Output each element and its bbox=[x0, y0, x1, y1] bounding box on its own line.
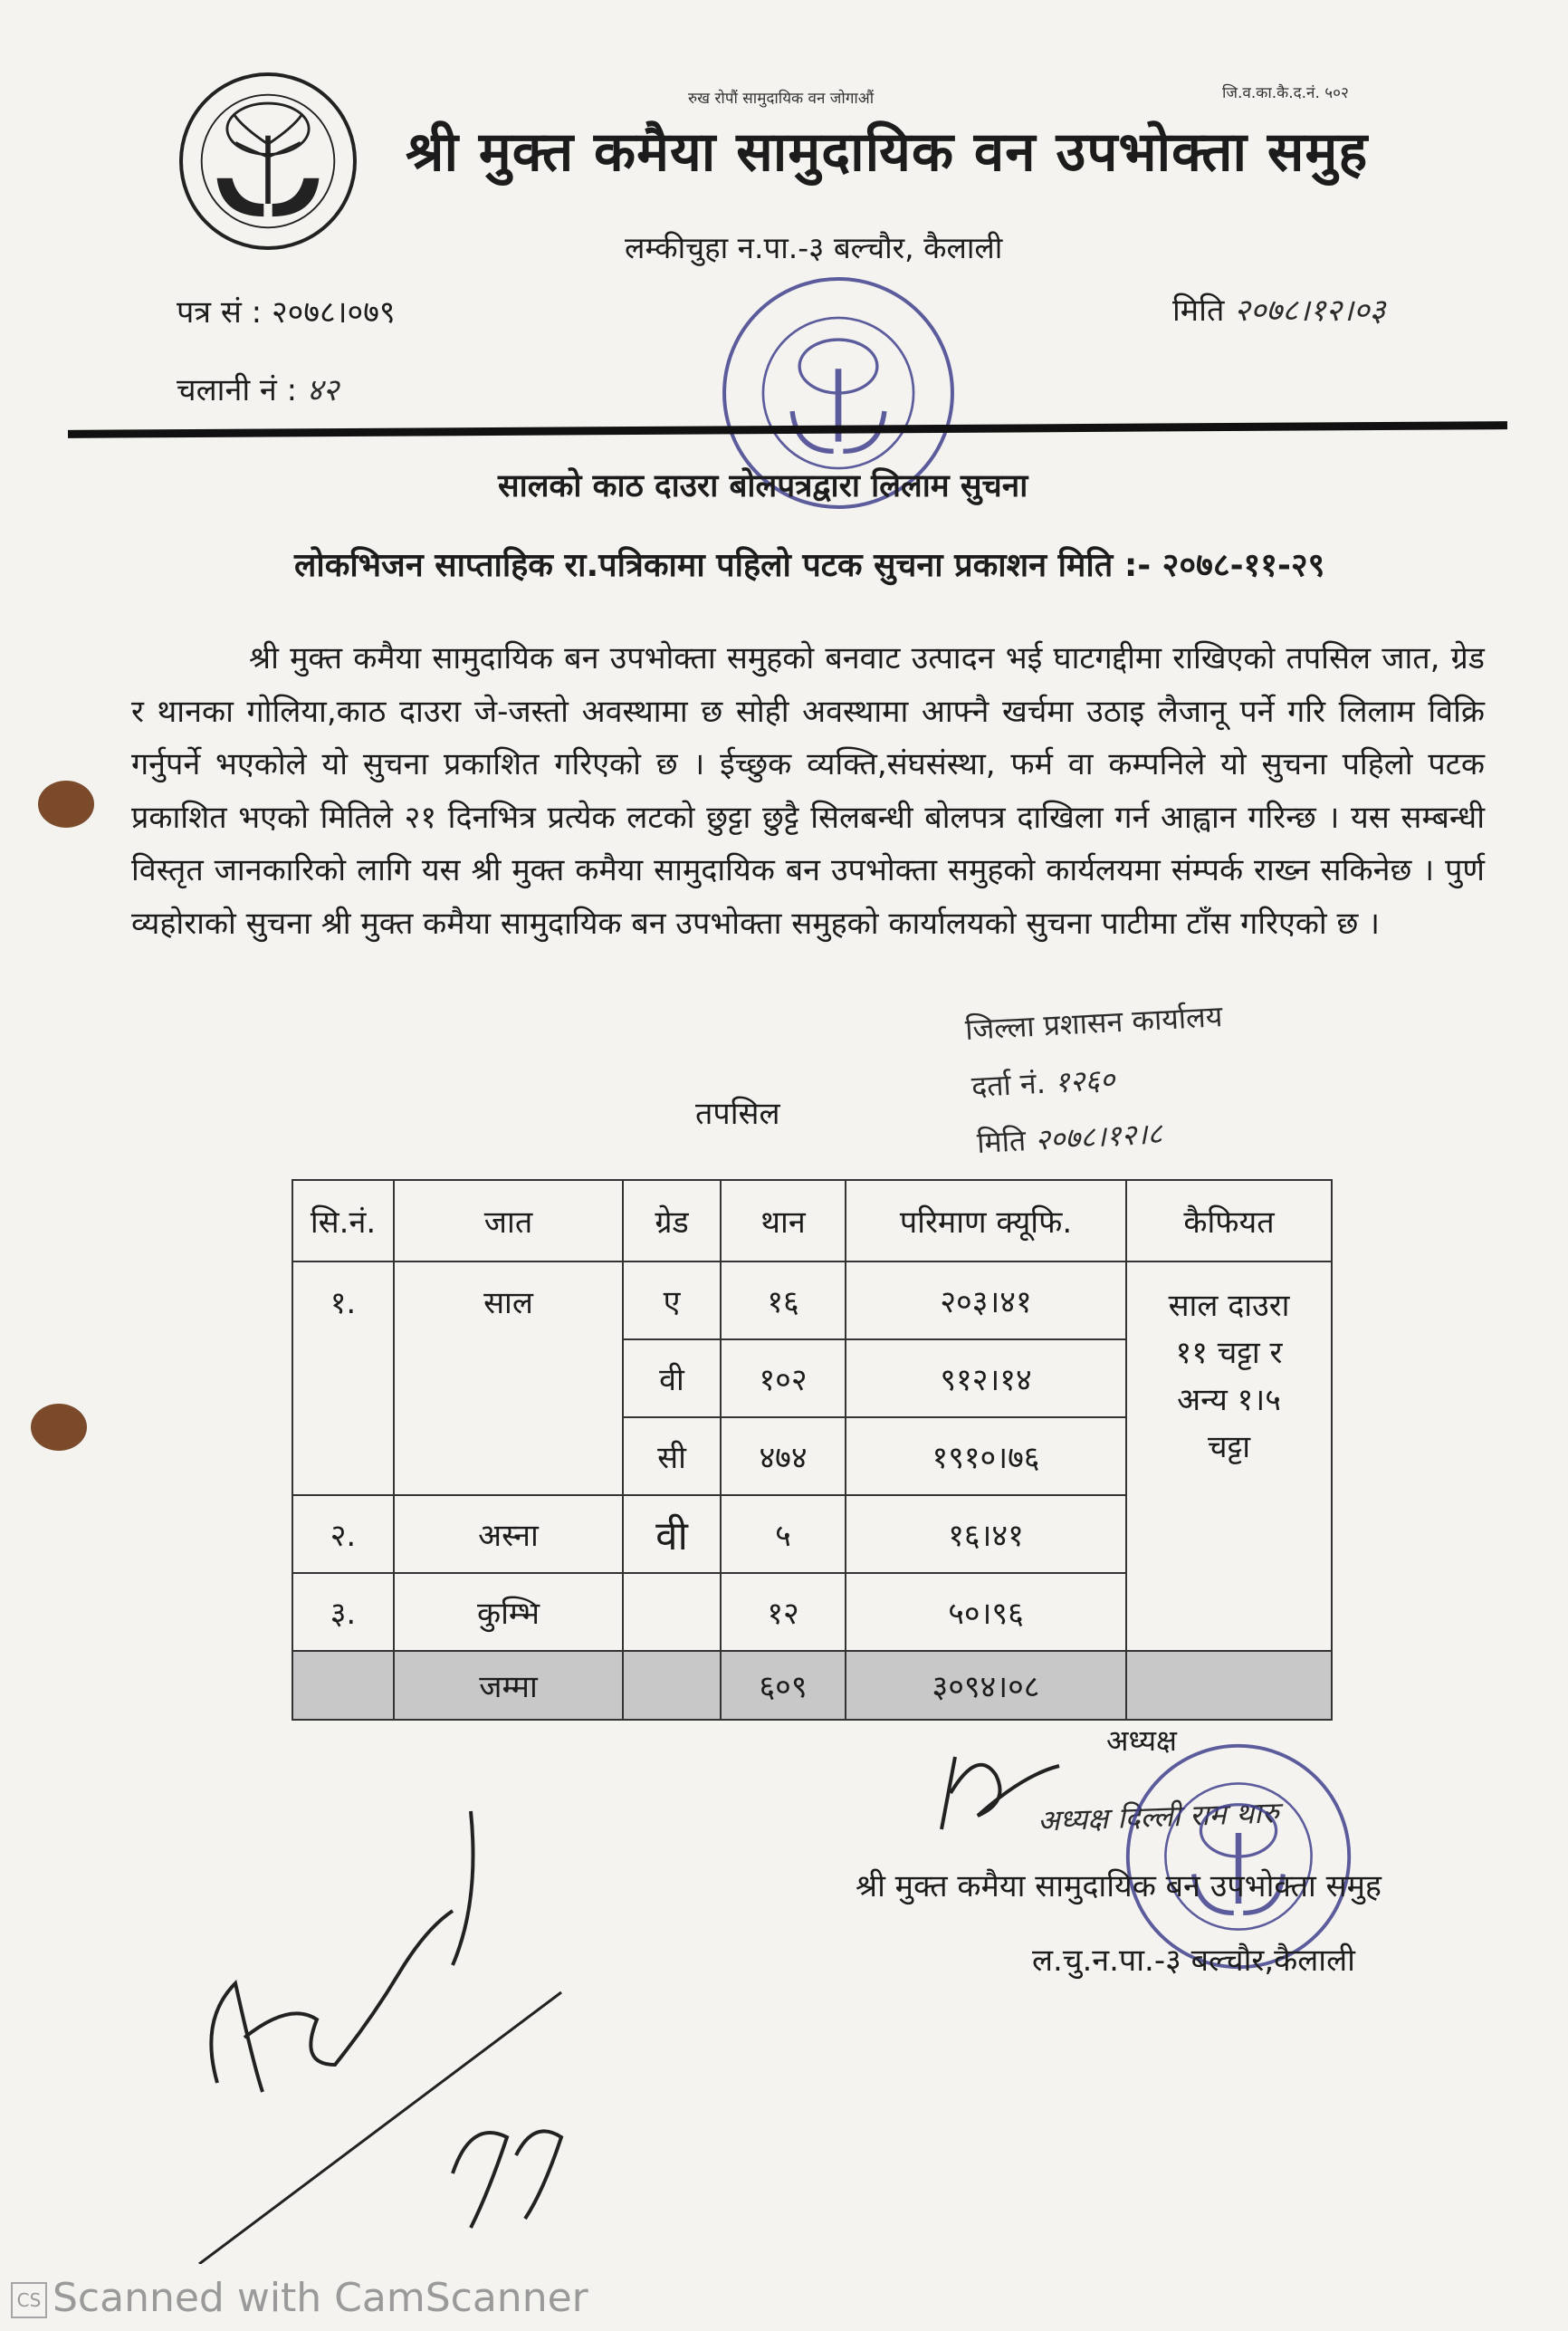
received-stamp-date bbox=[976, 1113, 1163, 1162]
cell-remarks bbox=[1126, 1651, 1332, 1720]
cell-species: कुम्भि bbox=[394, 1573, 623, 1651]
notice-heading: सालको काठ दाउरा बोलपत्रद्वारा लिलाम सुचना bbox=[498, 468, 1028, 504]
cell-quantity: २०३।४१ bbox=[846, 1261, 1126, 1339]
letter-number-label: पत्र सं : bbox=[177, 294, 272, 331]
table-row bbox=[292, 1261, 1332, 1339]
motto: रुख रोपौं सामुदायिक वन जोगाऔं bbox=[688, 90, 875, 108]
cell-pieces: १६ bbox=[721, 1261, 846, 1339]
received-stamp-number bbox=[970, 1060, 1115, 1106]
scanner-watermark bbox=[11, 2275, 588, 2321]
notice-subheading: लोकभिजन साप्ताहिक रा.पत्रिकामा पहिलो पटक सुचना प्रकाशन मिति :- २०७८-११-२९ bbox=[294, 547, 1325, 584]
table-total-row bbox=[292, 1651, 1332, 1720]
received-stamp-date-value: २०७८।१२।८ bbox=[1034, 1116, 1163, 1157]
cell-species: साल bbox=[394, 1261, 623, 1495]
cell-quantity: १६।४१ bbox=[846, 1495, 1126, 1573]
org-address: लम्कीचुहा न.पा.-३ बल्चौर, कैलाली bbox=[625, 230, 1003, 265]
remarks-line: चट्टा bbox=[1207, 1429, 1251, 1465]
notice-body: श्री मुक्त कमैया सामुदायिक बन उपभोक्ता समुहको बनवाट उत्पादन भई घाटगद्दीमा राखिएको तपसिल जात, ग्रेड र थानका गोलिया,काठ दाउरा जे-जस्तो अवस्थामा छ सोही अवस्थामा आफ्नै खर्चमा उठाइ लैजानू पर्ने गरि लिलाम विक्रि गर्नुपर्ने भएकोले यो सुचना प्रकाशित गरिएको छ । ईच्छुक व्यक्ति,संघसंस्था, फर्म वा कम्पनिले यो सुचना पहिलो पटक प्रकाशित भएको मितिले २१ दिनभित्र प्रत्येक लटको छुट्टा छुट्टै सिलबन्धी बोलपत्र दाखिला गर्न आह्वान गरिन्छ । यस सम्बन्धी विस्तृत जानकारिको लागि यस श्री मुक्त कमैया सामुदायिक बन उपभोक्ता समुहको कार्यलयमा संम्पर्क राख्न सकिनेछ । पुर्ण व्यहोराको सुचना श्री मुक्त कमैया सामुदायिक बन उपभोक्ता समुहको कार्यालयको सुचना पाटीमा टाँस गरिएको छ । bbox=[131, 640, 1485, 942]
letter-number-value: २०७८।०७९ bbox=[271, 294, 396, 331]
cell-sn: ३. bbox=[292, 1573, 394, 1651]
col-header-species: जात bbox=[394, 1180, 623, 1261]
cell-grade: ए bbox=[623, 1261, 721, 1339]
camscanner-logo-icon: CS bbox=[11, 2282, 47, 2318]
cell-pieces: १२ bbox=[721, 1573, 846, 1651]
dispatch-number-value: ४२ bbox=[306, 372, 339, 408]
cell-pieces: १०२ bbox=[721, 1339, 846, 1417]
letter-date-label: मिति bbox=[1172, 293, 1235, 329]
signatory-title: अध्यक्ष bbox=[1106, 1723, 1177, 1758]
timber-table bbox=[292, 1179, 1333, 1721]
signatory-org: श्री मुक्त कमैया सामुदायिक बन उपभोक्ता समुह bbox=[856, 1868, 1382, 1904]
remarks-line: अन्य १।५ bbox=[1177, 1382, 1281, 1418]
col-header-grade: ग्रेड bbox=[623, 1180, 721, 1261]
tree-hands-logo-icon bbox=[183, 76, 353, 246]
remarks-line: ११ चट्टा र bbox=[1175, 1335, 1283, 1371]
registration-number: जि.व.का.कै.द.नं. ५०२ bbox=[1222, 84, 1349, 102]
watermark-text: Scanned with CamScanner bbox=[53, 2275, 588, 2321]
letter-number bbox=[177, 290, 396, 331]
total-quantity: ३०९४।०८ bbox=[846, 1651, 1126, 1720]
received-stamp-date-label: मिति bbox=[976, 1122, 1037, 1160]
total-label: जम्मा bbox=[394, 1651, 623, 1720]
col-header-remarks: कैफियत bbox=[1126, 1180, 1332, 1261]
letter-date bbox=[1172, 288, 1385, 330]
col-header-pieces: थान bbox=[721, 1180, 846, 1261]
signatory-name: अध्यक्ष दिल्ली राम थारु bbox=[1037, 1795, 1280, 1838]
col-header-sn: सि.नं. bbox=[292, 1180, 394, 1261]
table-header-row bbox=[292, 1180, 1332, 1261]
received-stamp-number-label: दर्ता नं. bbox=[970, 1065, 1056, 1104]
org-logo bbox=[179, 72, 357, 250]
col-header-quantity: परिमाण क्यूफि. bbox=[846, 1180, 1126, 1261]
handwritten-annotation-icon bbox=[181, 1793, 652, 2264]
dispatch-number bbox=[177, 368, 339, 409]
table-caption: तपसिल bbox=[695, 1096, 780, 1132]
cell-sn: २. bbox=[292, 1495, 394, 1573]
cell-grade: वी bbox=[623, 1495, 721, 1573]
signatory-address: ल.चु.न.पा.-३ बल्चौर,कैलाली bbox=[1032, 1942, 1355, 1979]
cell-quantity: १९१०।७६ bbox=[846, 1417, 1126, 1495]
cell-sn: १. bbox=[292, 1261, 394, 1495]
remarks-line: साल दाउरा bbox=[1168, 1288, 1290, 1324]
punch-hole bbox=[38, 781, 94, 828]
cell-sn bbox=[292, 1651, 394, 1720]
received-stamp-number-value: १२६० bbox=[1053, 1061, 1116, 1100]
cell-species: अस्ना bbox=[394, 1495, 623, 1573]
dispatch-number-label: चलानी नं : bbox=[177, 372, 307, 408]
cell-pieces: ४७४ bbox=[721, 1417, 846, 1495]
total-pieces: ६०९ bbox=[721, 1651, 846, 1720]
cell-remarks bbox=[1126, 1261, 1332, 1651]
cell-grade bbox=[623, 1651, 721, 1720]
cell-quantity: ९१२।१४ bbox=[846, 1339, 1126, 1417]
letter-date-value: २०७८।१२।०३ bbox=[1234, 293, 1386, 329]
cell-quantity: ५०।९६ bbox=[846, 1573, 1126, 1651]
cell-grade bbox=[623, 1573, 721, 1651]
cell-grade: वी bbox=[623, 1339, 721, 1417]
org-title: श्री मुक्त कमैया सामुदायिक वन उपभोक्ता समुह bbox=[406, 120, 1369, 184]
punch-hole bbox=[31, 1404, 87, 1451]
cell-pieces: ५ bbox=[721, 1495, 846, 1573]
cell-grade: सी bbox=[623, 1417, 721, 1495]
received-stamp-office: जिल्ला प्रशासन कार्यालय bbox=[964, 999, 1224, 1047]
